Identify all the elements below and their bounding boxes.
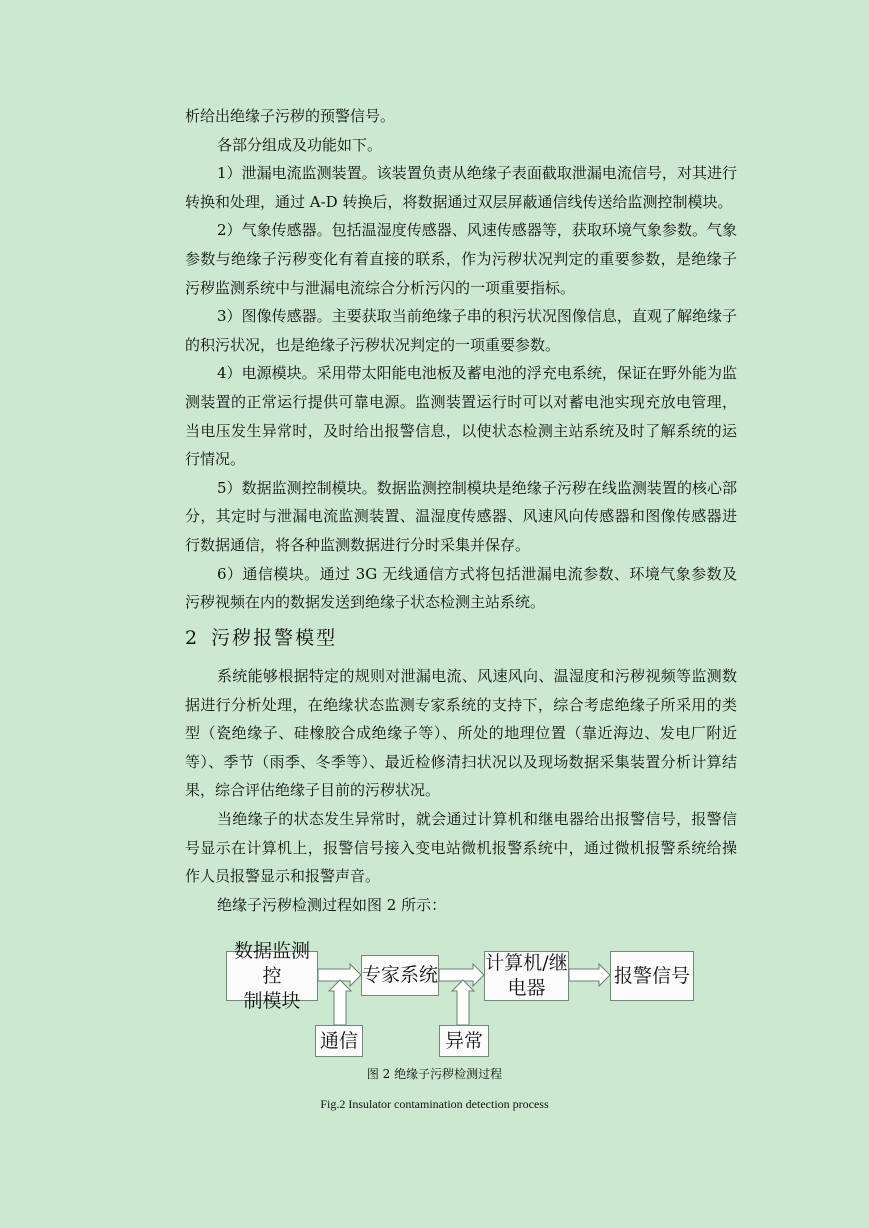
figure-caption-english: Fig.2 Insulator contamination detection process: [320, 1097, 549, 1111]
paragraph-component-6: 6）通信模块。通过 3G 无线通信方式将包括泄漏电流参数、环境气象参数及污秽视频在内的数据发送到绝缘子状态检测主站系统。: [185, 564, 737, 612]
arrow-abnormal-up: [452, 980, 474, 1025]
paragraph-components-intro: 各部分组成及功能如下。: [217, 135, 383, 154]
box-expert-system: [361, 955, 439, 996]
paragraph-continuation: 析给出绝缘子污秽的预警信号。: [185, 107, 396, 125]
body-text-top: [185, 102, 737, 617]
box-computer-line2: 电器: [507, 977, 546, 999]
box-computer-line1: 计算机/继: [485, 952, 568, 974]
paragraph-component-5: 5）数据监测控制模块。数据监测控制模块是绝缘子污秽在线监测装置的核心部分，其定时与泄漏电流监测装置、温湿度传感器、风速风向传感器和图像传感器进行数据通信，将各种监测数据进行分时采集并保存。: [185, 478, 737, 554]
box-expert-label: 专家系统: [362, 964, 439, 986]
box-data-monitoring-module: [226, 939, 318, 1012]
box-data-module-line2: 制模块: [243, 989, 301, 1012]
paragraph-alarm-analysis: 系统能够根据特定的规则对泄漏电流、风速风向、温湿度和污秽视频等监测数据进行分析处理，在绝缘状态监测专家系统的支持下，综合考虑绝缘子所采用的类型（瓷绝缘子、硅橡胶合成绝缘子等）、所处的地理位置（靠近海边、发电厂附近等）、季节（雨季、冬季等）、最近检修清扫状况以及现场数据采集装置分析计算结果，综合评估绝缘子目前的污秽状况。: [185, 667, 737, 800]
box-comm-label: 通信: [319, 1029, 358, 1052]
box-alarm-signal: [610, 951, 694, 1001]
box-abnormal: [439, 1025, 489, 1057]
arrow-comm-up: [329, 980, 351, 1025]
paragraph-component-1: 1）泄漏电流监测装置。该装置负责从绝缘子表面截取泄漏电流信号，对其进行转换和处理，通过 A-D 转换后，将数据通过双层屏蔽通信线传送给监测控制模块。: [185, 164, 737, 211]
paragraph-component-3: 3）图像传感器。主要获取当前绝缘子串的积污状况图像信息，直观了解绝缘子的积污状况，也是绝缘子污秽状况判定的一项重要参数。: [185, 307, 737, 354]
paragraph-alarm-output: 当绝缘子的状态发生异常时，就会通过计算机和继电器给出报警信号，报警信号显示在计算机上，报警信号接入变电站微机报警系统中，通过微机报警系统给操作人员报警显示和报警声音。: [185, 809, 737, 886]
paragraph-component-2: 2）气象传感器。包括温湿度传感器、风速传感器等，获取环境气象参数。气象参数与绝缘子污秽变化有着直接的联系，作为污秽状况判定的重要参数，是绝缘子污秽监测系统中与泄漏电流综合分析污闪的一项重要指标。: [185, 221, 737, 297]
arrow-module-to-expert: [318, 964, 361, 986]
box-abnormal-label: 异常: [444, 1029, 483, 1052]
box-computer-relay: [484, 951, 569, 1001]
paragraph-figure-reference: 绝缘子污秽检测过程如图 2 所示：: [217, 895, 447, 914]
box-communication: [315, 1025, 363, 1057]
box-alarm-label: 报警信号: [613, 964, 690, 987]
figure-caption-chinese: 图 2 绝缘子污秽检测过程: [366, 1067, 503, 1081]
box-data-module-line1: 数据监测控: [233, 939, 310, 987]
arrow-expert-to-computer: [439, 964, 484, 986]
section-heading: [185, 624, 337, 652]
paragraph-component-4: 4）电源模块。采用带太阳能电池板及蓄电池的浮充电系统，保证在野外能为监测装置的正常运行提供可靠电源。监测装置运行时可以对蓄电池实现充放电管理，当电压发生异常时，及时给出报警信息，以使状态检测主站系统及时了解系统的运行情况。: [185, 364, 737, 469]
body-text-section: [185, 662, 737, 919]
section-number: 2: [185, 627, 200, 649]
section-title: 污秽报警模型: [211, 627, 338, 649]
arrow-computer-to-alarm: [569, 964, 610, 986]
